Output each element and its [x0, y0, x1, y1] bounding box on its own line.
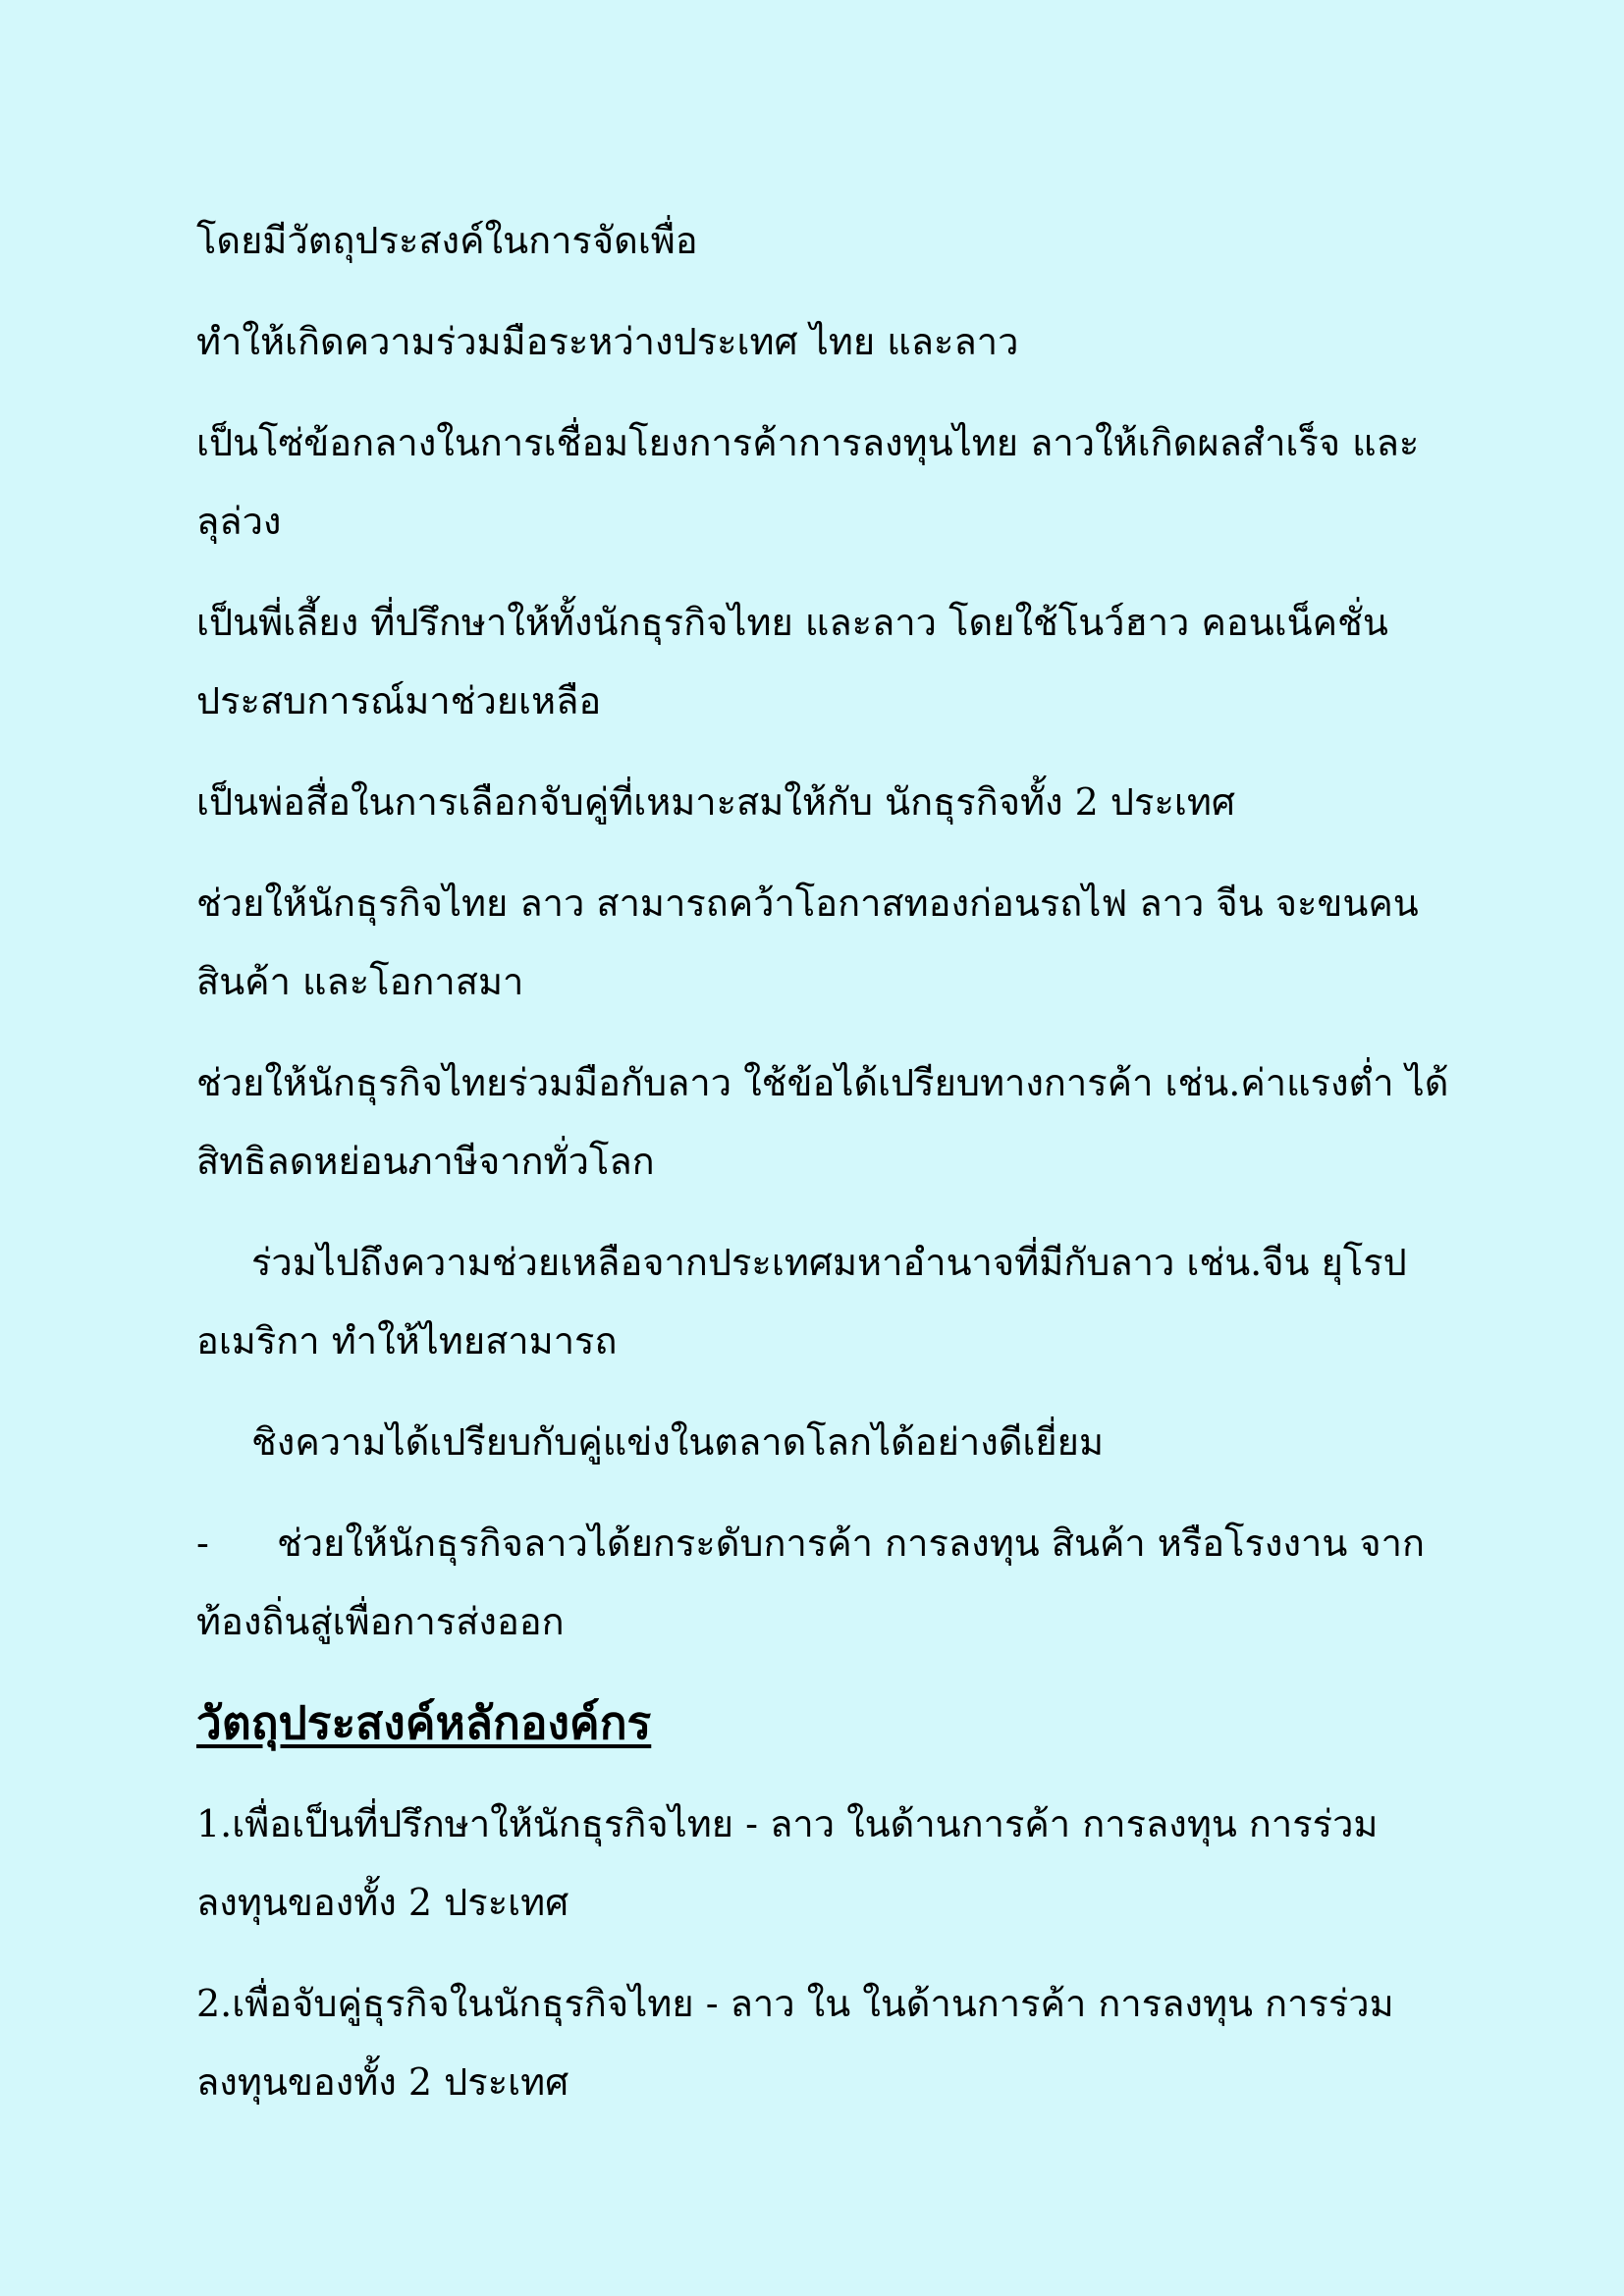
section-heading: วัตถุประสงค์หลักองค์กร — [196, 1696, 652, 1749]
purpose-superpower-support: ร่วมไปถึงความช่วยเหลือจากประเทศมหาอำนาจที่มีกับลาว เช่น.จีน ยุโรป อเมริกา ทำให้ไทยสามารถ — [196, 1241, 1407, 1362]
dash-list-item — [196, 1504, 1463, 1661]
purpose-trade-advantage: ช่วยให้นักธุรกิจไทยร่วมมือกับลาว ใช้ข้อได้เปรียบทางการค้า เช่น.ค่าแรงต่ำ ได้สิทธิลดหย่อนภาษีจากทั่วโลก — [196, 1061, 1449, 1183]
dash-item-text: ช่วยให้นักธุรกิจลาวได้ยกระดับการค้า การลงทุน สินค้า หรือโรงงาน จากท้องถิ่นสู่เพื่อการส่งออก — [196, 1522, 1426, 1643]
intro-line: โดยมีวัตถุประสงค์ในการจัดเพื่อ — [196, 219, 698, 262]
purpose-link-chain: เป็นโซ่ข้อกลางในการเชื่อมโยงการค้าการลงทุนไทย ลาวให้เกิดผลสำเร็จ และลุล่วง — [196, 421, 1420, 543]
dash-marker: - — [196, 1522, 209, 1565]
document-body — [196, 201, 1463, 2144]
purpose-cooperation: ทำให้เกิดความร่วมมือระหว่างประเทศ ไทย และลาว — [196, 320, 1019, 363]
purpose-mentor: เป็นพี่เลี้ยง ที่ปรึกษาให้ทั้งนักธุรกิจไทย และลาว โดยใช้โนว์ฮาว คอนเน็คชั่น ประสบการณ์มาช่วยเหลือ — [196, 601, 1388, 722]
purpose-railway-opportunity: ช่วยให้นักธุรกิจไทย ลาว สามารถคว้าโอกาสทองก่อนรถไฟ ลาว จีน จะขนคน สินค้า และโอกาสมา — [196, 881, 1419, 1003]
purpose-competitive-edge: ชิงความได้เปรียบกับคู่แข่งในตลาดโลกได้อย่างดีเยี่ยม — [251, 1420, 1104, 1464]
purpose-matchmaker: เป็นพ่อสื่อในการเลือกจับคู่ที่เหมาะสมให้กับ นักธุรกิจทั้ง 2 ประเทศ — [196, 780, 1236, 824]
objective-item-1: 1.เพื่อเป็นที่ปรึกษาให้นักธุรกิจไทย - ลาว ในด้านการค้า การลงทุน การร่วมลงทุนของทั้ง 2 ประเทศ — [196, 1802, 1379, 1924]
objective-item-2: 2.เพื่อจับคู่ธุรกิจในนักธุรกิจไทย - ลาว ใน ในด้านการค้า การลงทุน การร่วมลงทุนของทั้ง 2 ประเทศ — [196, 1982, 1394, 2104]
